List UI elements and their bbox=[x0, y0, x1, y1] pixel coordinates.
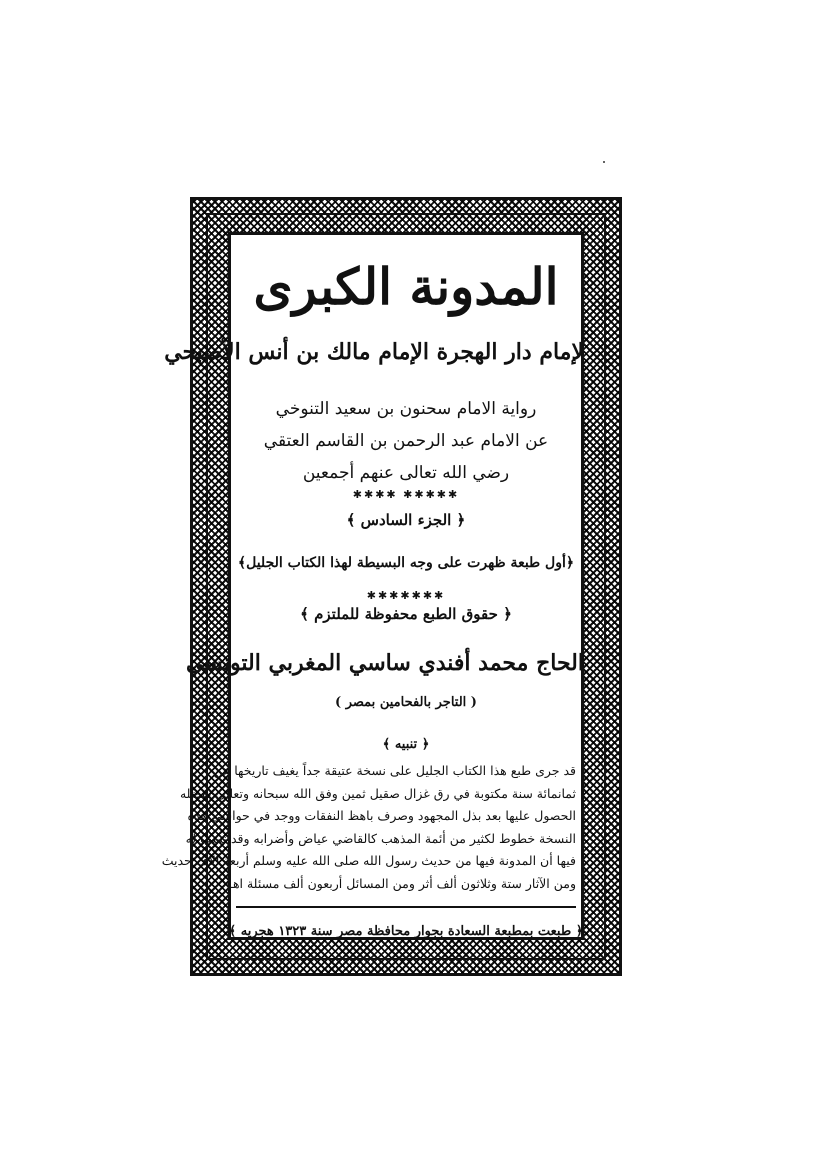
book-title: المدونة الكبرى bbox=[253, 257, 559, 316]
ornament-row-1: ✱✱✱✱✱ ✱✱✱✱ bbox=[352, 488, 460, 501]
stray-dot bbox=[603, 161, 605, 163]
narration-line-1: رواية الامام سحنون بن سعيد التنوخي bbox=[275, 399, 537, 419]
notice-line: ومن الآثار ستة وثلاثون ألف أثر ومن المسائل أربعون ألف مسئلة اهـ bbox=[229, 875, 576, 891]
merchant-note: ( التاجر بالفحامين بمصر ) bbox=[335, 695, 477, 710]
notice-line: الحصول عليها بعد بذل المجهود وصرف باهظ النفقات ووجد في حواشي هذه bbox=[187, 808, 576, 824]
edition-note: ﴿أول طبعة ظهرت على وجه البسيطة لهذا الكتاب الجليل﴾ bbox=[237, 555, 575, 571]
printing-note: ﴿ طبعت بمطبعة السعادة بجوار محافظة مصر سنة ١٣٢٣ هجريه ﴾ bbox=[228, 924, 584, 939]
notice-line: النسخة خطوط لكثير من أئمة المذهب كالقاضي عياض وأضرابه وقد نسب له bbox=[185, 830, 576, 846]
notice-paragraph bbox=[161, 760, 576, 896]
ornament-row-2: ✱✱✱✱✱✱✱ bbox=[366, 589, 446, 602]
book-subtitle: لإمام دار الهجرة الإمام مالك بن أنس الأصبحي bbox=[164, 339, 584, 365]
publisher-name: الحاج محمد أفندي ساسي المغربي التونسي bbox=[185, 650, 584, 676]
notice-line: فيها أن المدونة فيها من حديث رسول الله صلى الله عليه وسلم أربعة آلاف حديث bbox=[161, 853, 576, 869]
rights-note: ﴿ حقوق الطبع محفوظة للملتزم ﴾ bbox=[300, 605, 512, 623]
notice-line: قد جرى طبع هذا الكتاب الجليل على نسخة عتيقة جداً يغيف تاريخها عن bbox=[213, 763, 576, 778]
notice-heading: ﴿ تنبيه ﴾ bbox=[382, 737, 430, 752]
notice-line: ثمانمائة سنة مكتوبة في رق غزال صقيل ثمين وفق الله سبحانه وتعالى بفضله bbox=[179, 785, 576, 801]
narration-line-3: رضي الله تعالى عنهم أجمعين bbox=[302, 463, 510, 483]
footer-rule bbox=[236, 906, 576, 908]
narration-line-2: عن الامام عبد الرحمن بن القاسم العتقي bbox=[263, 431, 549, 451]
volume-label: ﴿ الجزء السادس ﴾ bbox=[346, 511, 466, 529]
